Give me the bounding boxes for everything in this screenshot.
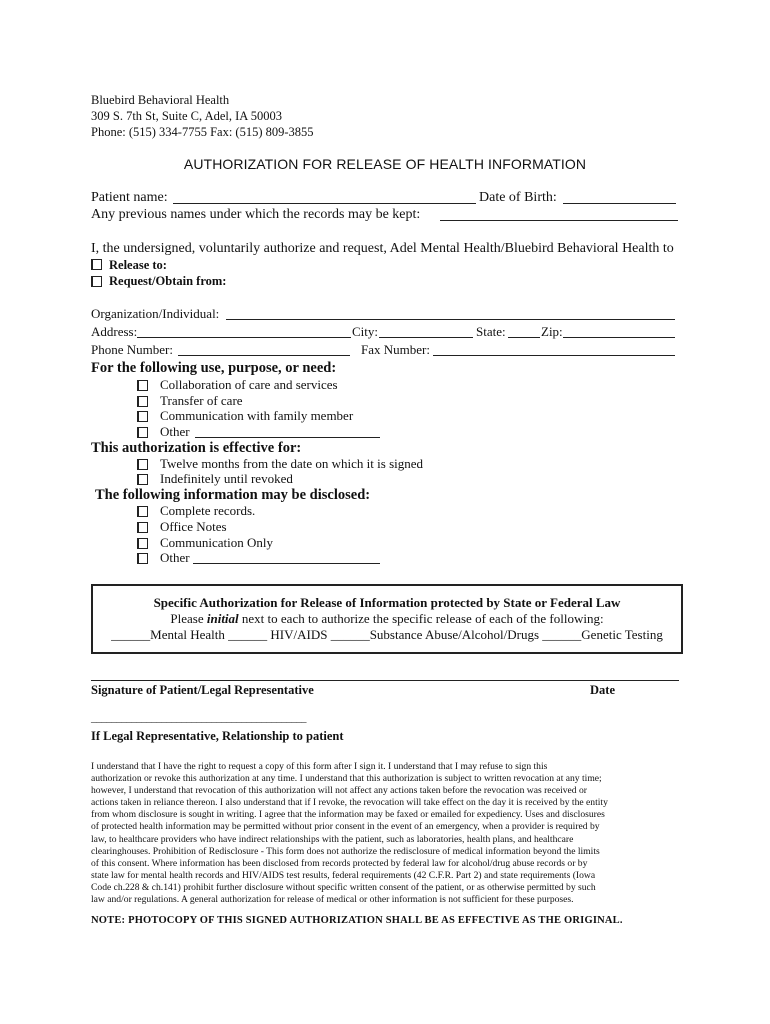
- zip-field[interactable]: [563, 337, 675, 338]
- request-obtain-label: Request/Obtain from:: [109, 274, 227, 288]
- authorization-statement: I, the undersigned, voluntarily authorize and request, Adel Mental Health/Bluebird Behavioral Health to: [91, 241, 674, 256]
- purpose-option: Collaboration of care and services: [160, 377, 338, 392]
- terms-line: of protected health information may be permitted without prior consent in the event of an emergency, when a provider is required by: [91, 821, 600, 833]
- organization-field[interactable]: [226, 319, 675, 320]
- terms-line: clearinghouses. Prohibition of Redisclosure - This form does not authorize the redisclosure of medical information beyond the limits: [91, 845, 600, 857]
- purpose-checkbox[interactable]: [137, 380, 148, 391]
- disclosed-option: Communication Only: [160, 535, 274, 550]
- purpose-option: Other: [160, 424, 190, 439]
- relationship-field[interactable]: ___________________________________________: [91, 712, 306, 724]
- signature-field[interactable]: [91, 680, 679, 681]
- dob-field[interactable]: [563, 203, 676, 204]
- terms-paragraph: [91, 761, 683, 906]
- terms-line: of this consent. Where information has been disclosed from records protected by federal law for alcohol/drug abuse records or by: [91, 857, 588, 869]
- instruction-post: next to each to authorize the specific release of each of the following:: [238, 611, 604, 626]
- specific-authorization-items: [93, 627, 681, 643]
- disclosed-checkbox[interactable]: [137, 553, 148, 564]
- initial-genetic-testing[interactable]: ______Genetic Testing: [542, 627, 663, 642]
- relationship-label: If Legal Representative, Relationship to patient: [91, 729, 344, 743]
- effective-option: Indefinitely until revoked: [160, 471, 293, 486]
- address-label: Address:: [91, 324, 138, 339]
- terms-line: law, to healthcare providers who have indirect relationships with the patient, such as laboratories, health plans, and healthcare: [91, 833, 574, 845]
- terms-line: however, I understand that revocation of this authorization will not affect any actions taken before the revocation was received or: [91, 785, 587, 797]
- terms-line: authorization or revoke this authorization at any time. I understand that this authorization is subject to written revocation at any time;: [91, 773, 602, 785]
- effective-checkbox[interactable]: [137, 474, 148, 485]
- initial-hiv-aids[interactable]: ______ HIV/AIDS: [228, 627, 328, 642]
- previous-names-label: Any previous names under which the records may be kept:: [91, 207, 421, 222]
- disclosed-checkbox[interactable]: [137, 522, 148, 533]
- phone-label: Phone Number:: [91, 342, 173, 357]
- purpose-checkbox[interactable]: [137, 411, 148, 422]
- patient-name-label: Patient name:: [91, 190, 168, 205]
- organization-phone-fax: Phone: (515) 334-7755 Fax: (515) 809-3855: [91, 125, 314, 139]
- disclosed-other-field[interactable]: [193, 563, 380, 564]
- organization-name: Bluebird Behavioral Health: [91, 93, 230, 107]
- release-to-checkbox[interactable]: [91, 259, 102, 270]
- disclosed-checkbox[interactable]: [137, 538, 148, 549]
- phone-field[interactable]: [178, 355, 350, 356]
- organization-label: Organization/Individual:: [91, 306, 220, 321]
- address-field[interactable]: [137, 337, 351, 338]
- purpose-option: Transfer of care: [160, 393, 243, 408]
- organization-address: 309 S. 7th St, Suite C, Adel, IA 50003: [91, 109, 282, 123]
- terms-line: actions taken in reliance thereon. I also understand that if I revoke, the revocation will take effect on the day it is received by the entity: [91, 797, 608, 809]
- purpose-option: Communication with family member: [160, 408, 354, 423]
- patient-name-field[interactable]: [173, 203, 476, 204]
- fax-field[interactable]: [433, 355, 675, 356]
- purpose-checkbox[interactable]: [137, 396, 148, 407]
- state-field[interactable]: [508, 337, 540, 338]
- disclosed-heading: The following information may be disclosed:: [95, 487, 371, 503]
- photocopy-note: NOTE: PHOTOCOPY OF THIS SIGNED AUTHORIZATION SHALL BE AS EFFECTIVE AS THE ORIGINAL.: [91, 915, 623, 926]
- city-label: City:: [352, 324, 379, 339]
- specific-authorization-box: [91, 584, 683, 654]
- initial-mental-health[interactable]: ______Mental Health: [111, 627, 225, 642]
- city-field[interactable]: [379, 337, 473, 338]
- disclosed-checkbox[interactable]: [137, 506, 148, 517]
- previous-names-field[interactable]: [440, 220, 678, 221]
- signature-date-label: Date: [590, 683, 615, 697]
- release-to-label: Release to:: [109, 258, 167, 272]
- instruction-emphasis: initial: [206, 611, 239, 626]
- purpose-heading: For the following use, purpose, or need:: [91, 360, 337, 376]
- fax-label: Fax Number:: [361, 342, 430, 357]
- terms-line: law and/or regulations. A general authorization for release of medical or other information is not sufficient for these purposes.: [91, 894, 574, 906]
- purpose-other-field[interactable]: [195, 437, 380, 438]
- disclosed-option: Office Notes: [160, 519, 227, 534]
- initial-substance-abuse[interactable]: ______Substance Abuse/Alcohol/Drugs: [330, 627, 540, 642]
- form-title: AUTHORIZATION FOR RELEASE OF HEALTH INFORMATION: [183, 156, 587, 172]
- disclosed-option: Other: [160, 550, 190, 565]
- effective-checkbox[interactable]: [137, 459, 148, 470]
- terms-line: I understand that I have the right to request a copy of this form after I sign it. I understand that I may refuse to sign this: [91, 761, 548, 772]
- zip-label: Zip:: [541, 324, 563, 339]
- terms-line: state law for mental health records and HIV/AIDS test results, federal requirements (42 C.F.R. Part 2) and state requirements (Iowa: [91, 869, 596, 881]
- specific-authorization-heading: Specific Authorization for Release of Information protected by State or Federal Law: [153, 595, 621, 610]
- terms-line: from whom disclosure is sought in writing. I agree that the information may be faxed or emailed for expediency. Uses and disclosures: [91, 809, 605, 821]
- effective-option: Twelve months from the date on which it is signed: [160, 456, 424, 471]
- instruction-pre: Please: [170, 611, 207, 626]
- terms-line: Code ch.228 & ch.141) prohibit further disclosure without specific written consent of the patient, or as otherwise permitted by such: [91, 881, 596, 893]
- effective-heading: This authorization is effective for:: [91, 440, 302, 456]
- purpose-checkbox[interactable]: [137, 427, 148, 438]
- request-obtain-checkbox[interactable]: [91, 276, 102, 287]
- dob-label: Date of Birth:: [479, 190, 557, 205]
- state-label: State:: [476, 324, 506, 339]
- disclosed-option: Complete records.: [160, 503, 256, 518]
- signature-label: Signature of Patient/Legal Representative: [91, 683, 314, 697]
- specific-authorization-instruction: [93, 611, 681, 627]
